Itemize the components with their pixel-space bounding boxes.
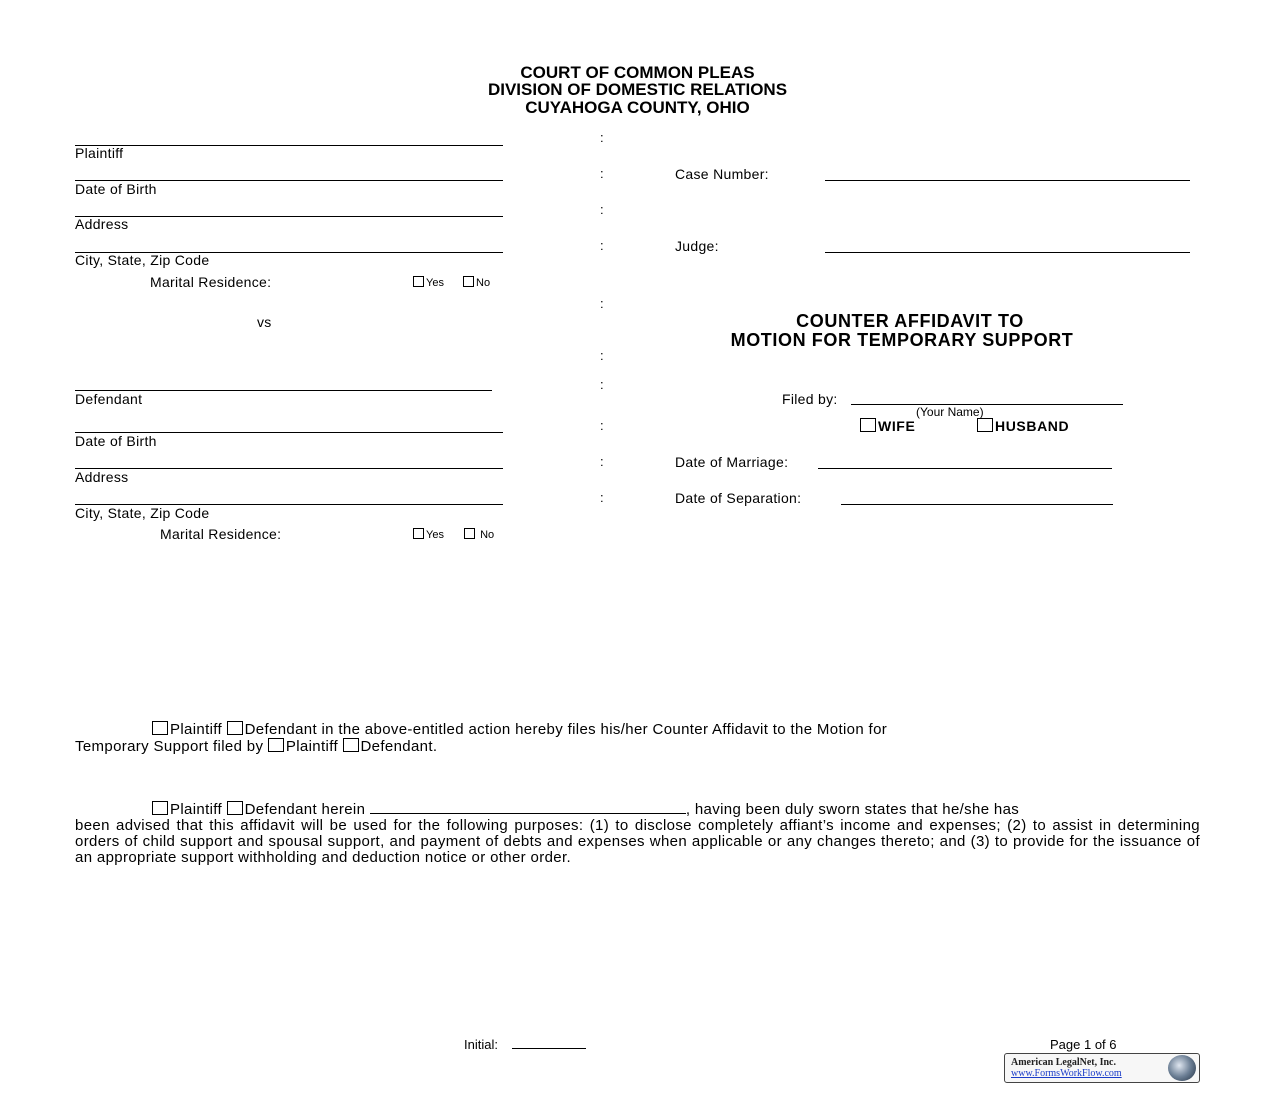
- page-number: Page 1 of 6: [1050, 1037, 1117, 1052]
- form-title-line2: MOTION FOR TEMPORARY SUPPORT: [730, 330, 1074, 350]
- separator-colon: :: [600, 238, 604, 253]
- p1-defendant-text: Defendant in the above-entitled action hereby files his/her Counter Affidavit to the Motion for: [244, 721, 888, 738]
- p2-defendant-label: Defendant herein: [244, 801, 366, 818]
- checkbox-icon[interactable]: [463, 276, 474, 287]
- paragraph-filing-statement: [75, 721, 1200, 755]
- affiant-name-field[interactable]: [370, 801, 686, 814]
- separator-colon: :: [600, 490, 604, 505]
- wife-option[interactable]: [860, 418, 915, 434]
- checkbox-icon[interactable]: [977, 418, 993, 432]
- defendant-city-label: City, State, Zip Code: [75, 505, 210, 521]
- date-of-marriage-field[interactable]: [818, 468, 1112, 469]
- plaintiff-address-field[interactable]: [75, 216, 503, 217]
- date-of-marriage-label: Date of Marriage:: [675, 454, 789, 470]
- checkbox-icon[interactable]: [227, 721, 243, 735]
- defendant-dob-label: Date of Birth: [75, 433, 157, 449]
- publisher-logo[interactable]: [1004, 1053, 1200, 1083]
- plaintiff-dob-label: Date of Birth: [75, 181, 157, 197]
- plaintiff-marital-residence-label: Marital Residence:: [150, 274, 272, 290]
- checkbox-icon[interactable]: [227, 801, 243, 815]
- defendant-marital-yes[interactable]: [413, 528, 444, 541]
- checkbox-icon[interactable]: [860, 418, 876, 432]
- date-of-separation-field[interactable]: [841, 504, 1113, 505]
- defendant-address-field[interactable]: [75, 468, 503, 469]
- initial-field[interactable]: [512, 1048, 586, 1049]
- wife-label: WIFE: [878, 418, 916, 434]
- p1-line2-plaintiff: Plaintiff: [285, 738, 338, 755]
- court-name: COURT OF COMMON PLEAS: [520, 63, 755, 82]
- separator-colon: :: [600, 296, 604, 311]
- filed-by-label: Filed by:: [782, 391, 838, 407]
- checkbox-icon[interactable]: [413, 276, 424, 287]
- p2-plaintiff-label: Plaintiff: [170, 801, 223, 818]
- plaintiff-address-label: Address: [75, 216, 129, 232]
- husband-option[interactable]: [977, 418, 1069, 434]
- separator-colon: :: [600, 454, 604, 469]
- defendant-marital-residence-label: Marital Residence:: [160, 526, 282, 542]
- no-label: No: [480, 529, 495, 541]
- checkbox-icon[interactable]: [152, 721, 168, 735]
- separator-colon: :: [600, 418, 604, 433]
- paragraph-sworn-statement: [75, 801, 1200, 866]
- county-name: CUYAHOGA COUNTY, OHIO: [525, 98, 750, 117]
- versus-label: vs: [257, 314, 272, 330]
- checkbox-icon[interactable]: [152, 801, 168, 815]
- checkbox-icon[interactable]: [268, 738, 284, 752]
- judge-label: Judge:: [675, 238, 719, 254]
- checkbox-icon[interactable]: [464, 528, 475, 539]
- logo-company-name: American LegalNet, Inc.: [1011, 1057, 1116, 1068]
- p2-line1-rest: , having been duly sworn states that he/she has: [685, 801, 1020, 818]
- plaintiff-marital-no[interactable]: [463, 276, 490, 289]
- husband-label: HUSBAND: [995, 418, 1070, 434]
- yes-label: Yes: [426, 277, 444, 289]
- date-of-separation-label: Date of Separation:: [675, 490, 802, 506]
- globe-icon: [1168, 1055, 1196, 1081]
- filed-by-field[interactable]: [851, 404, 1123, 405]
- plaintiff-city-label: City, State, Zip Code: [75, 252, 210, 268]
- plaintiff-field[interactable]: [75, 145, 503, 146]
- division-name: DIVISION OF DOMESTIC RELATIONS: [487, 80, 788, 99]
- separator-colon: :: [600, 202, 604, 217]
- p1-line2-text: Temporary Support filed by: [75, 738, 264, 755]
- yes-label: Yes: [426, 529, 444, 541]
- case-number-field[interactable]: [825, 180, 1190, 181]
- case-number-label: Case Number:: [675, 166, 769, 182]
- form-title-line1: COUNTER AFFIDAVIT TO: [796, 311, 1024, 331]
- logo-url-link[interactable]: www.FormsWorkFlow.com: [1011, 1068, 1122, 1079]
- separator-colon: :: [600, 166, 604, 181]
- your-name-caption: (Your Name): [916, 405, 984, 419]
- separator-colon: :: [600, 348, 604, 363]
- plaintiff-marital-yes[interactable]: [413, 276, 444, 289]
- separator-colon: :: [600, 130, 604, 145]
- plaintiff-label: Plaintiff: [75, 145, 124, 161]
- separator-colon: :: [600, 377, 604, 392]
- p2-body-text: been advised that this affidavit will be used for the following purposes: (1) to disclose completely affiant’s income and expenses; (2) to assist in determining orders of child support and spousal support, and payment of debts and expenses when applicable or any changes thereto; and (3) to provide for the issuance of an appropriate support withholding and deduction notice or other order.: [75, 817, 1200, 866]
- defendant-address-label: Address: [75, 469, 129, 485]
- defendant-label: Defendant: [75, 391, 143, 407]
- defendant-marital-no[interactable]: [464, 528, 494, 541]
- judge-field[interactable]: [825, 252, 1190, 253]
- p1-plaintiff-label: Plaintiff: [170, 721, 223, 738]
- checkbox-icon[interactable]: [413, 528, 424, 539]
- p1-line2-defendant: Defendant.: [360, 738, 438, 755]
- no-label: No: [476, 277, 491, 289]
- checkbox-icon[interactable]: [343, 738, 359, 752]
- initial-label: Initial:: [464, 1037, 498, 1052]
